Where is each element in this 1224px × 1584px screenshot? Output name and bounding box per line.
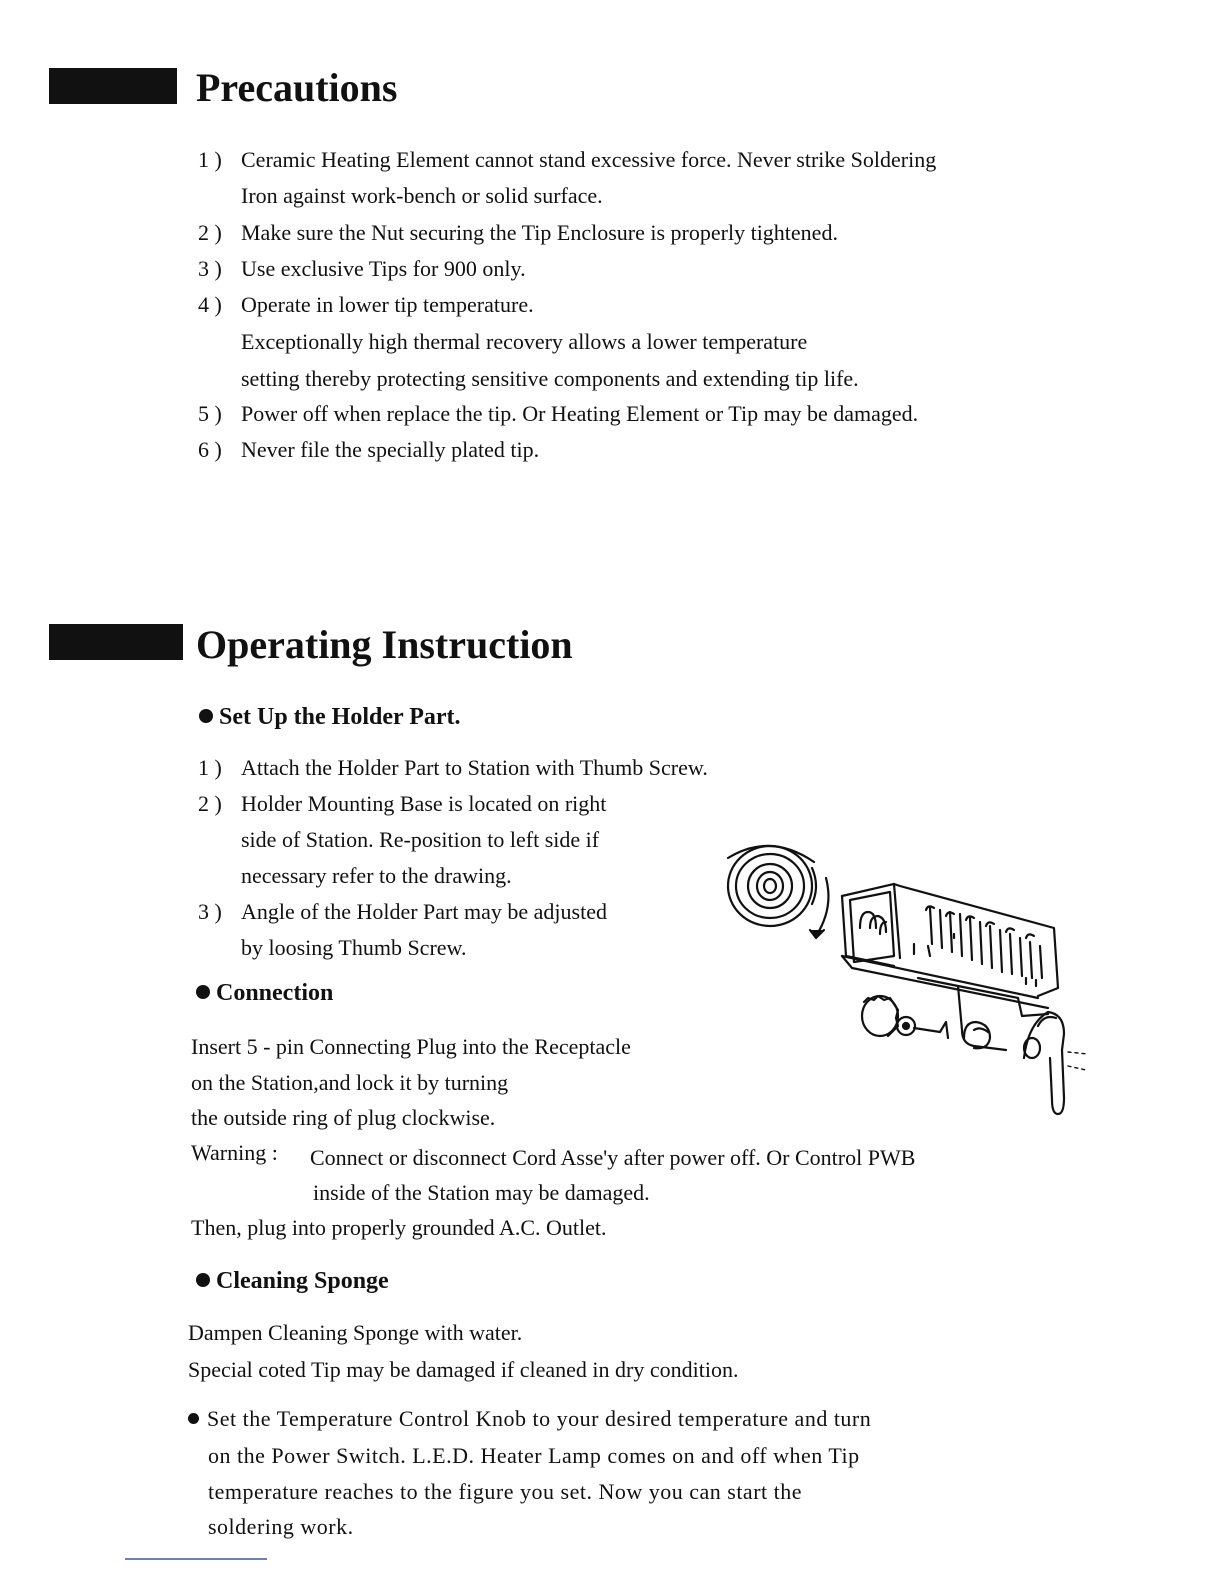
bullet-icon: [199, 709, 213, 723]
operating-title: Operating Instruction: [196, 622, 573, 667]
item-line: necessary refer to the drawing.: [241, 863, 512, 888]
item-line: Use exclusive Tips for 900 only.: [241, 256, 526, 281]
item-line: Operate in lower tip temperature.: [241, 292, 534, 317]
section-marker-bar: [49, 68, 177, 104]
warning-line: Connect or disconnect Cord Asse'y after power off. Or Control PWB: [310, 1145, 916, 1170]
item-line: Ceramic Heating Element cannot stand excessive force. Never strike Soldering: [241, 147, 937, 172]
sponge-heading-text: Cleaning Sponge: [216, 1268, 389, 1294]
item-number: 6 ): [198, 437, 222, 462]
connecting-plug-icon: [862, 996, 948, 1038]
temperature-line: soldering work.: [208, 1514, 354, 1539]
item-line: Iron against work-bench or solid surface.: [241, 183, 603, 208]
item-line: Holder Mounting Base is located on right: [241, 791, 607, 816]
connection-line: the outside ring of plug clockwise.: [191, 1105, 496, 1130]
temperature-line: temperature reaches to the figure you set. Now you can start the: [208, 1479, 803, 1504]
bullet-icon: [196, 1273, 210, 1287]
item-line: Never file the specially plated tip.: [241, 437, 540, 462]
item-line: side of Station. Re-position to left side if: [241, 827, 600, 852]
thumb-screw-icon: [728, 846, 816, 926]
sponge-line: Special coted Tip may be damaged if cleaned in dry condition.: [188, 1357, 739, 1382]
item-number: 3 ): [198, 899, 222, 924]
item-number: 5 ): [198, 401, 222, 426]
holder-mounting-drawing: [718, 838, 1098, 1128]
item-number: 2 ): [198, 220, 222, 245]
temperature-line: Set the Temperature Control Knob to your desired temperature and turn: [207, 1406, 872, 1431]
holder-heading: [199, 702, 461, 732]
item-number: 1 ): [198, 755, 222, 780]
bullet-icon: [188, 1413, 199, 1424]
item-line: Attach the Holder Part to Station with Thumb Screw.: [241, 755, 708, 780]
connection-line: Insert 5 - pin Connecting Plug into the Receptacle: [191, 1034, 631, 1059]
item-line: Exceptionally high thermal recovery allows a lower temperature: [241, 329, 808, 354]
item-number: 3 ): [198, 256, 222, 281]
item-line: Make sure the Nut securing the Tip Enclosure is properly tightened.: [241, 220, 838, 245]
holder-heading-text: Set Up the Holder Part.: [219, 704, 461, 730]
warning-label: Warning :: [191, 1140, 278, 1165]
holder-lever-icon: [964, 1012, 1064, 1114]
item-line: Angle of the Holder Part may be adjusted: [241, 899, 607, 924]
item-number: 2 ): [198, 791, 222, 816]
item-number: 4 ): [198, 292, 222, 317]
item-line: by loosing Thumb Screw.: [241, 935, 467, 960]
sponge-line: Dampen Cleaning Sponge with water.: [188, 1320, 523, 1345]
footer-rule: [125, 1558, 267, 1560]
bullet-icon: [196, 985, 210, 999]
temperature-line: on the Power Switch. L.E.D. Heater Lamp comes on and off when Tip: [208, 1443, 860, 1468]
item-line: setting thereby protecting sensitive components and extending tip life.: [241, 366, 859, 391]
connection-heading: [196, 978, 333, 1008]
item-line: Power off when replace the tip. Or Heating Element or Tip may be damaged.: [241, 401, 919, 426]
connection-line: on the Station,and lock it by turning: [191, 1070, 509, 1095]
item-number: 1 ): [198, 147, 222, 172]
connection-heading-text: Connection: [216, 980, 334, 1006]
precautions-title: Precautions: [196, 65, 398, 110]
warning-line: inside of the Station may be damaged.: [313, 1180, 650, 1205]
connection-final: Then, plug into properly grounded A.C. Outlet.: [191, 1215, 607, 1240]
sponge-heading: [196, 1266, 389, 1296]
section-marker-bar: [49, 624, 183, 660]
holder-bracket-icon: [842, 884, 1058, 1050]
